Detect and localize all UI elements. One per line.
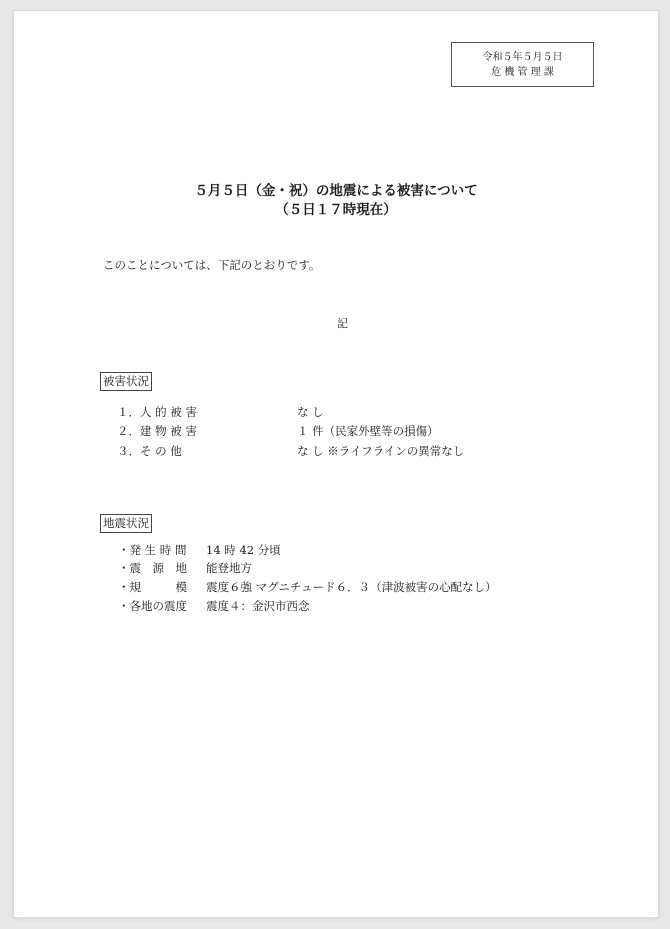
damage-item — [117, 404, 557, 421]
date-department-box — [451, 42, 594, 87]
quake-item — [118, 579, 598, 596]
quake-item-label: ・発 生 時 間 — [118, 543, 187, 557]
issuing-department: 危 機 管 理 課 — [491, 67, 554, 78]
quake-section-heading: 地震状況 — [100, 514, 152, 533]
document-subtitle: （５日１７時現在） — [275, 202, 397, 218]
quake-item-label: ・震 源 地 — [118, 561, 187, 575]
damage-section-heading: 被害状況 — [100, 372, 152, 391]
quake-item-value: 14 時 42 分頃 — [206, 543, 281, 557]
quake-item — [118, 560, 598, 577]
damage-item — [117, 443, 557, 460]
damage-item-value: な し — [297, 405, 324, 419]
quake-item-value: 能登地方 — [206, 561, 252, 575]
document-page — [14, 11, 658, 917]
document-date: 令和５年５月５日 — [482, 52, 563, 63]
quake-item-label: ・各地の震度 — [118, 599, 187, 613]
damage-item-label: ３．そ の 他 — [117, 444, 182, 458]
ki-marker: 記 — [337, 317, 348, 330]
damage-item-label: ２．建 物 被 害 — [117, 424, 197, 438]
quake-item — [118, 598, 598, 615]
damage-item — [117, 423, 557, 440]
damage-item-value: １ 件（民家外壁等の損傷） — [297, 424, 439, 438]
quake-item-value: 震度４：金沢市西念 — [206, 599, 310, 613]
intro-text: このことについては、下記のとおりです。 — [103, 258, 321, 272]
quake-item — [118, 542, 598, 559]
damage-item-label: １．人 的 被 害 — [117, 405, 197, 419]
quake-item-value: 震度６強 マグニチュード６．３（津波被害の心配なし） — [206, 580, 497, 594]
quake-item-label: ・規 模 — [118, 580, 187, 594]
document-title: ５月５日（金・祝）の地震による被害について — [194, 183, 478, 199]
damage-item-value: な し ※ライフラインの異常なし — [297, 444, 465, 458]
